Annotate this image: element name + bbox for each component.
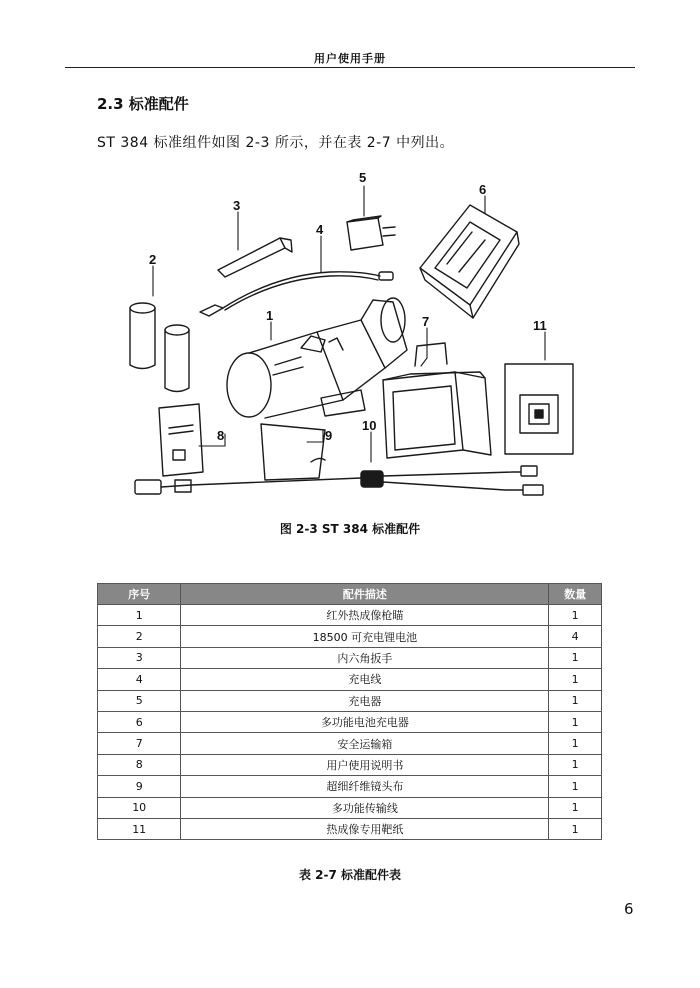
hex-wrench-drawing — [218, 238, 292, 277]
table-row — [98, 797, 602, 818]
row-quantity: 1 — [549, 711, 602, 732]
target-paper-drawing — [505, 364, 573, 454]
battery-charger-drawing — [420, 205, 519, 318]
callout-9: 9 — [325, 428, 333, 443]
row-quantity: 1 — [549, 605, 602, 626]
table-row — [98, 669, 602, 690]
row-quantity: 1 — [549, 669, 602, 690]
accessories-illustration — [125, 160, 575, 500]
header-number: 序号 — [98, 584, 181, 605]
row-quantity: 1 — [549, 647, 602, 668]
row-quantity: 1 — [549, 690, 602, 711]
row-description: 多功能传输线 — [181, 797, 549, 818]
callout-11: 11 — [533, 318, 547, 333]
row-quantity: 4 — [549, 626, 602, 647]
charging-cable-drawing — [200, 272, 393, 316]
row-number: 3 — [98, 647, 181, 668]
accessories-figure — [125, 160, 575, 500]
section-heading: 2.3 标准配件 — [97, 95, 189, 113]
callout-1: 1 — [266, 308, 274, 323]
manual-drawing — [159, 404, 203, 476]
table-row — [98, 690, 602, 711]
charger-drawing — [347, 216, 395, 250]
callout-7: 7 — [422, 314, 430, 329]
lens-cloth-drawing — [261, 424, 325, 480]
table-caption: 表 2-7 标准配件表 — [298, 868, 402, 882]
table-row — [98, 647, 602, 668]
accessories-table — [97, 583, 602, 840]
header-quantity: 数量 — [549, 584, 602, 605]
callout-4: 4 — [316, 222, 324, 237]
row-description: 充电器 — [181, 690, 549, 711]
table-row — [98, 711, 602, 732]
table-row — [98, 733, 602, 754]
table-row — [98, 818, 602, 839]
row-number: 8 — [98, 754, 181, 775]
row-quantity: 1 — [549, 797, 602, 818]
row-description: 用户使用说明书 — [181, 754, 549, 775]
row-description: 内六角扳手 — [181, 647, 549, 668]
callout-leaders — [153, 186, 545, 462]
callout-2: 2 — [149, 252, 157, 267]
callout-3: 3 — [233, 198, 241, 213]
row-quantity: 1 — [549, 733, 602, 754]
table-row — [98, 626, 602, 647]
thermal-scope-drawing — [227, 298, 407, 418]
row-quantity: 1 — [549, 776, 602, 797]
intro-paragraph: ST 384 标准组件如图 2-3 所示，并在表 2-7 中列出。 — [97, 135, 455, 151]
row-number: 11 — [98, 818, 181, 839]
table-row — [98, 605, 602, 626]
row-number: 2 — [98, 626, 181, 647]
row-description: 充电线 — [181, 669, 549, 690]
battery-drawing — [130, 303, 189, 392]
figure-caption: 图 2-3 ST 384 标准配件 — [279, 522, 421, 536]
header-description: 配件描述 — [181, 584, 549, 605]
row-number: 1 — [98, 605, 181, 626]
row-description: 超细纤维镜头布 — [181, 776, 549, 797]
multi-cable-drawing — [135, 466, 543, 495]
row-description: 多功能电池充电器 — [181, 711, 549, 732]
callout-8: 8 — [217, 428, 225, 443]
row-quantity: 1 — [549, 754, 602, 775]
row-number: 5 — [98, 690, 181, 711]
row-quantity: 1 — [549, 818, 602, 839]
callout-5: 5 — [359, 170, 367, 185]
page-number: 6 — [624, 900, 634, 918]
callout-6: 6 — [479, 182, 487, 197]
row-description: 红外热成像枪瞄 — [181, 605, 549, 626]
table-row — [98, 776, 602, 797]
table-row — [98, 754, 602, 775]
callout-10: 10 — [362, 418, 377, 433]
header-rule — [65, 67, 635, 68]
row-number: 7 — [98, 733, 181, 754]
running-header: 用户使用手册 — [314, 52, 386, 65]
row-description: 热成像专用靶纸 — [181, 818, 549, 839]
row-number: 4 — [98, 669, 181, 690]
row-number: 10 — [98, 797, 181, 818]
row-description: 18500 可充电锂电池 — [181, 626, 549, 647]
table-header-row — [98, 584, 602, 605]
row-number: 6 — [98, 711, 181, 732]
row-description: 安全运输箱 — [181, 733, 549, 754]
row-number: 9 — [98, 776, 181, 797]
safety-case-drawing — [383, 343, 491, 458]
